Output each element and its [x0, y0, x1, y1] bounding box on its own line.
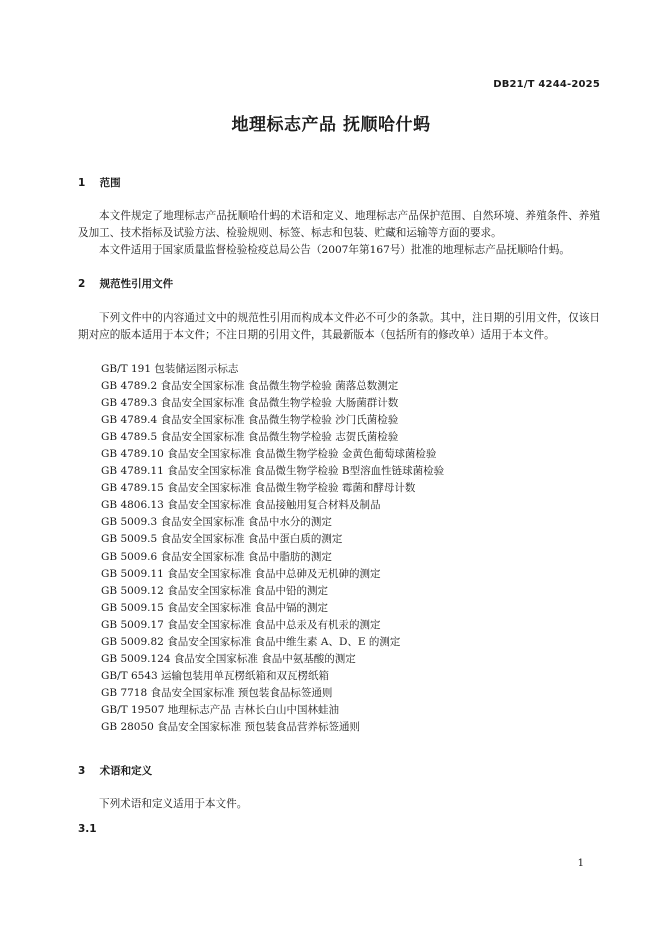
reference-item: GB/T 191 包装储运图示标志: [101, 363, 239, 375]
scope-paragraph-2: 本文件适用于国家质量监督检验检疫总局公告（2007年第167号）批准的地理标志产品抚顺哈什蚂。: [99, 244, 570, 256]
section-title: 范围: [99, 177, 121, 189]
reference-item: GB 5009.3 食品安全国家标准 食品中水分的测定: [101, 516, 332, 529]
section-number: 1: [78, 177, 86, 189]
section-title: 术语和定义: [99, 765, 153, 777]
page-number: 1: [577, 858, 584, 869]
standard-code: DB21/T 4244-2025: [493, 79, 600, 90]
reference-item: GB 4789.4 食品安全国家标准 食品微生物学检验 沙门氏菌检验: [101, 414, 399, 427]
reference-item: GB 4789.10 食品安全国家标准 食品微生物学检验 金黄色葡萄球菌检验: [101, 448, 437, 461]
reference-item: GB 5009.82 食品安全国家标准 食品中维生素 A、D、E 的测定: [101, 635, 401, 648]
reference-item: GB 5009.124 食品安全国家标准 食品中氨基酸的测定: [101, 652, 356, 665]
reference-item: GB 28050 食品安全国家标准 预包装食品营养标签通则: [101, 720, 361, 733]
reference-item: GB 4789.5 食品安全国家标准 食品微生物学检验 志贺氏菌检验: [101, 431, 399, 444]
reference-item: GB 7718 食品安全国家标准 预包装食品标签通则: [101, 686, 333, 699]
section-heading-terms: [78, 763, 152, 778]
section-title: 规范性引用文件: [99, 278, 174, 290]
subclause-number: 3.1: [78, 823, 97, 835]
reference-item: GB 5009.15 食品安全国家标准 食品中镉的测定: [101, 601, 329, 614]
reference-list: [101, 361, 444, 736]
terms-intro: 下列术语和定义适用于本文件。: [99, 798, 248, 810]
section-heading-normative-references: [78, 276, 173, 291]
reference-item: GB 5009.12 食品安全国家标准 食品中铅的测定: [101, 584, 329, 597]
reference-item: GB 4789.11 食品安全国家标准 食品微生物学检验 B型溶血性链球菌检验: [101, 465, 445, 478]
reference-item: GB/T 6543 运输包装用单瓦楞纸箱和双瓦楞纸箱: [101, 669, 330, 682]
reference-item: GB/T 19507 地理标志产品 吉林长白山中国林蛙油: [101, 703, 340, 716]
reference-item: GB 5009.11 食品安全国家标准 食品中总砷及无机砷的测定: [101, 567, 381, 580]
section-number: 2: [78, 278, 86, 290]
reference-item: GB 4806.13 食品安全国家标准 食品接触用复合材料及制品: [101, 499, 381, 512]
reference-item: GB 4789.3 食品安全国家标准 食品微生物学检验 大肠菌群计数: [101, 397, 399, 410]
references-intro: 下列文件中的内容通过文中的规范性引用而构成本文件必不可少的条款。其中，注日期的引用文件，仅该日期对应的版本适用于本文件；不注日期的引用文件，其最新版本（包括所有的修改单）适用于本文件。: [78, 312, 600, 341]
reference-item: GB 4789.15 食品安全国家标准 食品微生物学检验 霉菌和酵母计数: [101, 482, 416, 495]
reference-item: GB 5009.17 食品安全国家标准 食品中总汞及有机汞的测定: [101, 618, 381, 631]
reference-item: GB 5009.5 食品安全国家标准 食品中蛋白质的测定: [101, 533, 343, 546]
reference-item: GB 5009.6 食品安全国家标准 食品中脂肪的测定: [101, 550, 332, 563]
document-title: 地理标志产品 抚顺哈什蚂: [231, 115, 431, 135]
scope-paragraph-1: 本文件规定了地理标志产品抚顺哈什蚂的术语和定义、地理标志产品保护范围、自然环境、养殖条件、养殖及加工、技术指标及试验方法、检验规则、标签、标志和包装、贮藏和运输等方面的要求。: [78, 210, 600, 239]
reference-item: GB 4789.2 食品安全国家标准 食品微生物学检验 菌落总数测定: [101, 380, 399, 393]
section-heading-scope: [78, 175, 121, 190]
section-number: 3: [78, 765, 86, 777]
